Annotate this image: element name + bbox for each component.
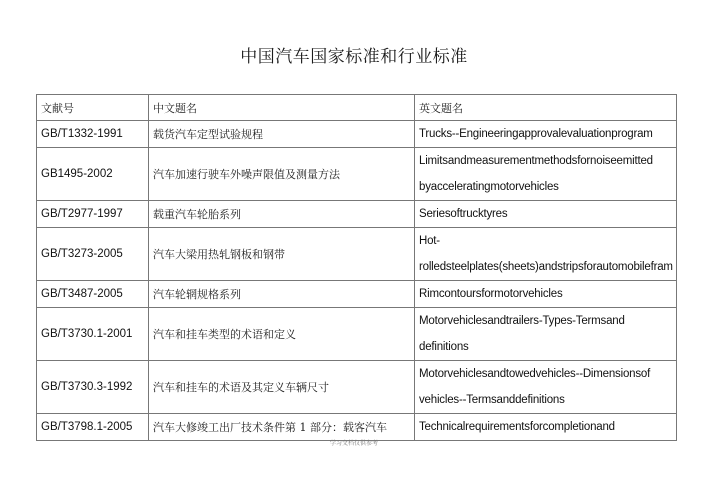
english-title-line: vehicles--Termsanddefinitions: [419, 394, 565, 406]
english-title: [415, 201, 677, 228]
english-title: [415, 361, 677, 414]
chinese-title: 载货汽车定型试验规程: [149, 121, 415, 148]
document-number: GB/T3273-2005: [37, 228, 149, 281]
chinese-title: 汽车和挂车的术语及其定义车辆尺寸: [149, 361, 415, 414]
document-number: GB/T3487-2005: [37, 281, 149, 308]
document-number: GB/T3798.1-2005: [37, 414, 149, 441]
english-title-line: Technicalrequirementsforcompletionand: [419, 421, 615, 433]
chinese-title: 汽车和挂车类型的术语和定义: [149, 308, 415, 361]
english-title-line: Seriesoftrucktyres: [419, 208, 508, 220]
document-number: GB/T3730.1-2001: [37, 308, 149, 361]
english-title-line: Motorvehiclesandtowedvehicles--Dimensionsof: [419, 368, 651, 380]
english-title-line: Trucks--Engineeringapprovalevaluationprogram: [419, 128, 653, 140]
chinese-title: 汽车大修竣工出厂技术条件第 1 部分：载客汽车: [149, 414, 415, 441]
table-row: [37, 281, 677, 308]
table-row: [37, 121, 677, 148]
document-number: GB/T2977-1997: [37, 201, 149, 228]
english-title-line: rolledsteelplates(sheets)andstripsforautomobilefram: [419, 261, 673, 273]
chinese-title: 汽车大梁用热轧钢板和钢带: [149, 228, 415, 281]
table-row: [37, 308, 677, 361]
header-chinese-title: 中文题名: [149, 95, 415, 121]
chinese-title: 汽车加速行驶车外噪声限值及测量方法: [149, 148, 415, 201]
document-number: GB1495-2002: [37, 148, 149, 201]
standards-table: [36, 94, 677, 441]
english-title: [415, 308, 677, 361]
table-header-row: [37, 95, 677, 121]
english-title: [415, 281, 677, 308]
table-row: [37, 201, 677, 228]
chinese-title: 载重汽车轮胎系列: [149, 201, 415, 228]
header-english-title: 英文题名: [415, 95, 677, 121]
table-row: [37, 361, 677, 414]
document-number: GB/T3730.3-1992: [37, 361, 149, 414]
table-row: [37, 228, 677, 281]
page-footer-note: 学习文档仅供参考: [329, 440, 378, 447]
english-title: [415, 148, 677, 201]
chinese-title: 汽车轮辋规格系列: [149, 281, 415, 308]
table-row: [37, 148, 677, 201]
document-number: GB/T1332-1991: [37, 121, 149, 148]
english-title: [415, 414, 677, 441]
header-document-number: 文献号: [37, 95, 149, 121]
english-title: [415, 228, 677, 281]
english-title-line: definitions: [419, 341, 469, 353]
table-row: [37, 414, 677, 441]
english-title-line: Rimcontoursformotorvehicles: [419, 288, 563, 300]
page-title: 中国汽车国家标准和行业标准: [240, 47, 468, 67]
english-title-line: Motorvehiclesandtrailers-Types-Termsand: [419, 315, 625, 327]
english-title-line: Limitsandmeasurementmethodsfornoiseemitted: [419, 155, 653, 167]
english-title: [415, 121, 677, 148]
english-title-line: byacceleratingmotorvehicles: [419, 181, 559, 193]
english-title-line: Hot-: [419, 235, 440, 247]
